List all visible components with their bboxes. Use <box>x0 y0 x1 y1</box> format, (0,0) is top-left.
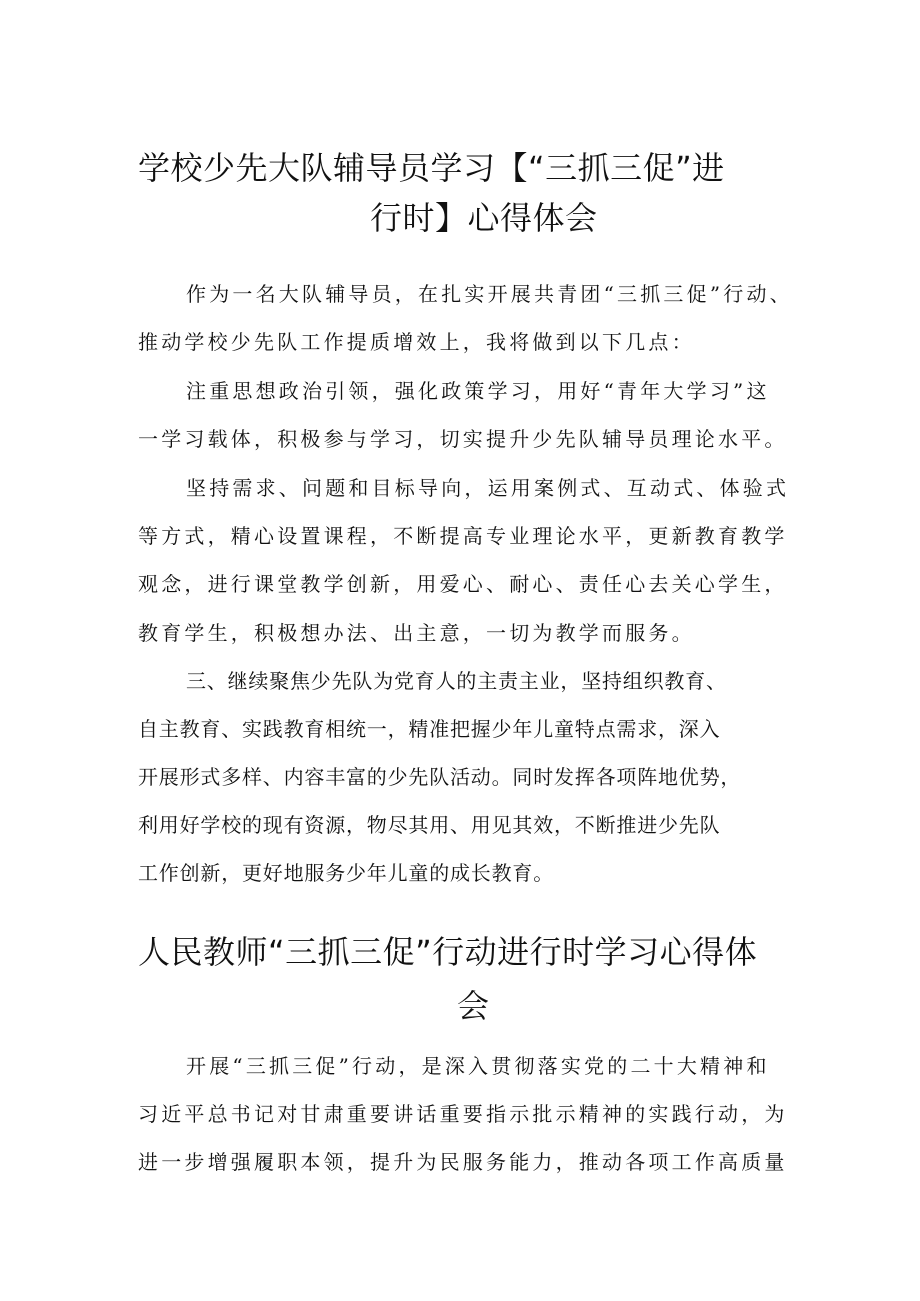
para-4-line-1: 三、继续聚焦少先队为党育人的主责主业，坚持组织教育、 <box>186 669 727 693</box>
para-3-line-3: 观念，进行课堂教学创新，用爱心、耐心、责任心去关心学生， <box>138 572 788 596</box>
para-4-line-2: 自主教育、实践教育相统一，精准把握少年儿童特点需求，深入 <box>138 717 721 741</box>
para-4-line-4: 利用好学校的现有资源，物尽其用、用见其效，不断推进少先队 <box>138 813 721 837</box>
para-5-line-1: 开展“三抓三促”行动，是深入贯彻落实党的二十大精神和 <box>186 1054 770 1078</box>
article-title-2-line-1: 人民教师“三抓三促”行动进行时学习心得体 <box>138 933 758 971</box>
para-3-line-4: 教育学生，积极想办法、出主意，一切为教学而服务。 <box>138 621 695 645</box>
para-5-line-3: 进一步增强履职本领，提升为民服务能力，推动各项工作高质量 <box>138 1150 788 1174</box>
para-1-line-1: 作为一名大队辅导员，在扎实开展共青团“三抓三促”行动、 <box>186 282 793 306</box>
article-title-1-line-2: 行时】心得体会 <box>370 199 598 237</box>
para-1-line-2: 推动学校少先队工作提质增效上，我将做到以下几点： <box>138 330 695 354</box>
para-4-line-5: 工作创新，更好地服务少年儿童的成长教育。 <box>138 861 554 885</box>
para-4-line-3: 开展形式多样、内容丰富的少先队活动。同时发挥各项阵地优势， <box>138 765 742 789</box>
para-2-line-2: 一学习载体，积极参与学习，切实提升少先队辅导员理论水平。 <box>138 427 788 451</box>
para-5-line-2: 习近平总书记对甘肃重要讲话重要指示批示精神的实践行动，为 <box>138 1102 788 1126</box>
para-3-line-1: 坚持需求、问题和目标导向，运用案例式、互动式、体验式 <box>186 476 790 500</box>
para-3-line-2: 等方式，精心设置课程，不断提高专业理论水平，更新教育教学 <box>138 524 788 548</box>
article-title-2-line-2: 会 <box>457 987 490 1025</box>
para-2-line-1: 注重思想政治引领，强化政策学习，用好“青年大学习”这 <box>186 379 770 403</box>
article-title-1-line-1: 学校少先大队辅导员学习【“三抓三促”进 <box>138 149 725 187</box>
